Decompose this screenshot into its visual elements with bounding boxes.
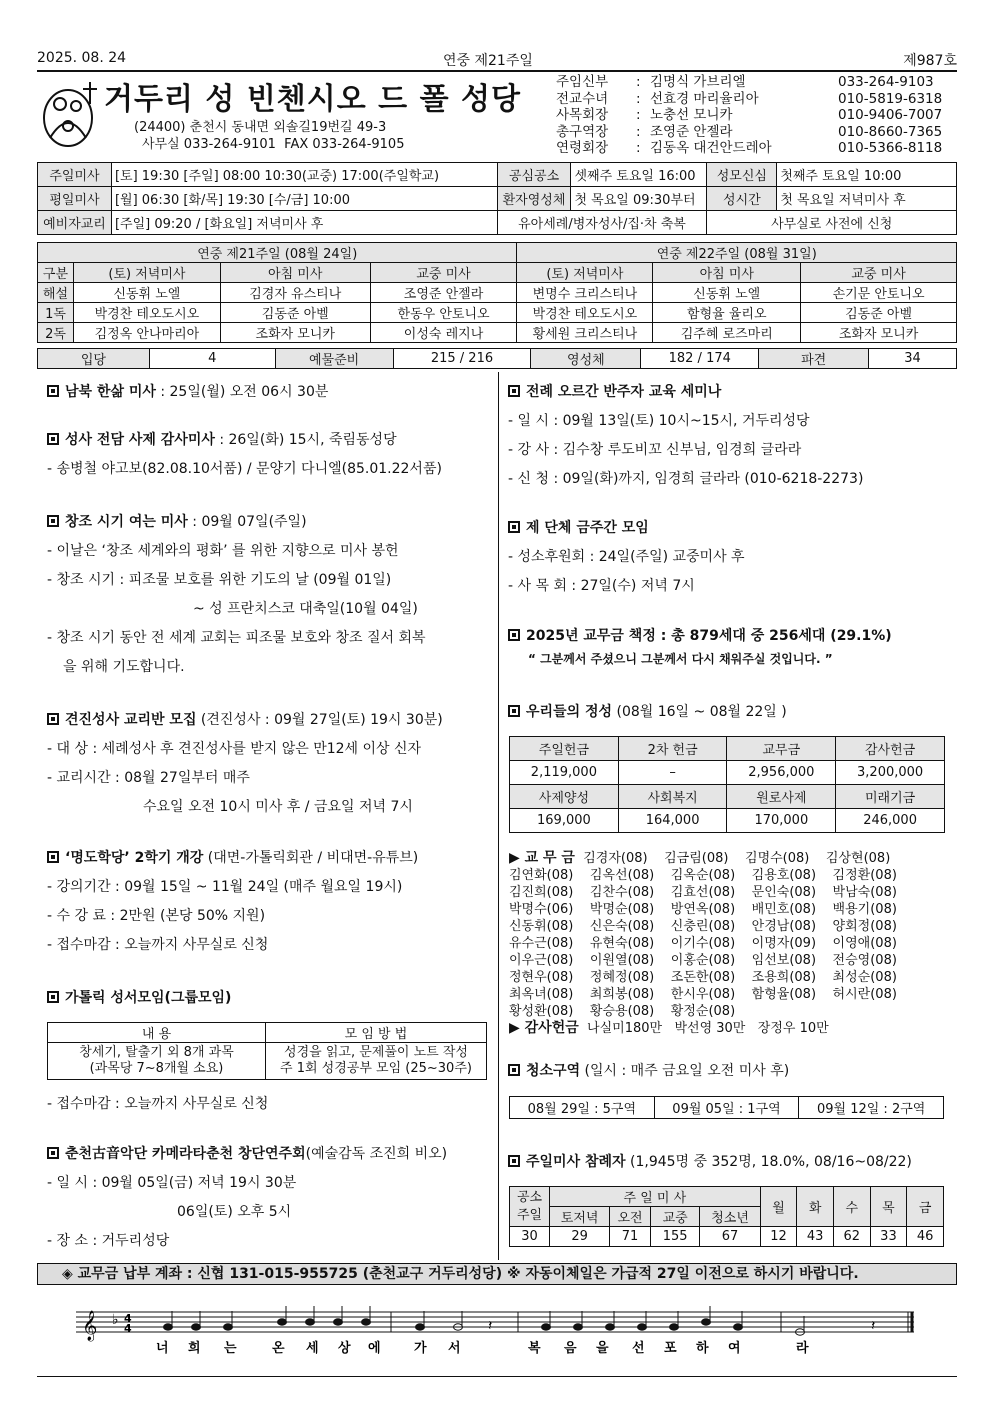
- attendance-value: 33: [870, 1227, 907, 1247]
- notice-cleaning-district: 청소구역 (일시 : 매주 금요일 오전 미사 후): [508, 1057, 789, 1086]
- lyric-syllable: 선: [632, 1341, 645, 1356]
- offerings-row: 사제양성 사회복지 원로사제 미래기금: [510, 785, 945, 809]
- readers-row: 2독 김정옥 안나마리아 조화자 모니카 이성숙 레지나 황세원 크리스티나 김주혜 로즈마리 조화자 모니카: [38, 323, 957, 343]
- notice-organist-seminar: 전례 오르간 반주자 교육 세미나 - 일 시 : 09월 13일(토) 10시~15시, 거두리성당 - 강 사 : 김수창 루도비꼬 신부님, 임경희 글라라 - 신 청 : 09일(화)까지, 임경희 글라라 (010-6218-2273): [508, 384, 864, 487]
- attendance-value: 12: [760, 1227, 797, 1247]
- flat-icon: ♭: [112, 1312, 119, 1328]
- music-note: [638, 1324, 647, 1330]
- notice-season-of-creation: 창조 시기 여는 미사 : 09월 07일(주일) - 이날은 ‘창조 세계와의 평화’ 를 위한 지향으로 미사 봉헌 - 창조 시기 : 피조물 보호를 위한 기도의 날 (09월 01일) ~ 성 프란치스코 대축일(10월 04일) - 창조 시기 동안 전 세계 교회는 피조물 보호와 창조 질서 회복 을 위해 기도합니다.: [47, 514, 426, 675]
- time-signature-bottom: 4: [124, 1322, 132, 1335]
- lyric-syllable: 너: [156, 1341, 169, 1356]
- attendance-value: 71: [610, 1227, 651, 1247]
- header-rule: [37, 70, 957, 72]
- notice-myeongdo-school: ‘명도학당’ 2학기 개강 (대면-가톨릭회관 / 비대면-유튜브) - 강의기간 : 09월 15일 ~ 11월 24일 (매주 월요일 19시) - 수 강 료 : 2만원 (본당 50% 지원) - 접수마감 : 오늘까지 사무실로 신청: [47, 850, 419, 953]
- lyric-syllable: 을: [596, 1341, 609, 1356]
- music-staff: [76, 1300, 918, 1370]
- parish-address: (24400) 춘천시 동내면 외솔길19번길 49-3 사무실 033-264-9101 FAX 033-264-9105: [134, 120, 405, 152]
- readers-row: 1독 박경찬 테오도시오 김동준 아벨 한동우 안토니오 박경찬 테오도시오 함형율 율리오 김동준 아벨: [38, 303, 957, 323]
- rest-icon: 𝄽: [488, 1318, 493, 1334]
- lyric-syllable: 세: [306, 1341, 319, 1356]
- lyric-syllable: 희: [188, 1341, 201, 1356]
- offerings-row: 169,000 164,000 170,000 246,000: [510, 809, 945, 833]
- attendance-value: 46: [907, 1227, 944, 1247]
- music-note: [278, 1319, 287, 1325]
- music-note: [416, 1324, 425, 1330]
- tithe-account-banner: ◈ 교무금 납부 계좌 : 신협 131-015-955725 (춘천교구 거두리성당) ※ 자동이체일은 가급적 27일 이전으로 하시기 바랍니다.: [37, 1263, 957, 1285]
- notice-tithe-pledge: 2025년 교무금 책정 : 총 879세대 중 256세대 (29.1%) “ 그분께서 주셨으니 그분께서 다시 채워주실 것입니다. ”: [508, 622, 892, 667]
- bulletin-date: 2025. 08. 24: [37, 50, 127, 66]
- rest-icon: 𝄽: [871, 1318, 876, 1334]
- offerings-table: [509, 736, 945, 833]
- attendance-value: 43: [797, 1227, 834, 1247]
- lyric-syllable: 서: [448, 1341, 461, 1356]
- offerings-row: 2,119,000 – 2,956,000 3,200,000: [510, 761, 945, 785]
- notice-bible-group: 가톨릭 성서모임(그룹모임): [47, 984, 231, 1013]
- notice-confirmation-class: 견진성사 교리반 모집 (견진성사 : 09월 27일(토) 19시 30분) - 대 상 : 세례성사 후 견진성사를 받지 않은 만12세 이상 신자 - 교리시간 : 08월 27일부터 매주 수요일 오전 10시 미사 후 / 금요일 저녁 7시: [47, 712, 443, 815]
- attendance-value: 30: [510, 1227, 550, 1247]
- attendance-value: 67: [700, 1227, 760, 1247]
- notice-offerings: 우리들의 정성 (08월 16일 ~ 08월 22일 ): [508, 698, 787, 727]
- notice-group-meetings: 제 단체 금주간 모임 - 성소후원회 : 24일(주일) 교중미사 후 - 사 목 회 : 27일(수) 저녁 7시: [508, 520, 745, 594]
- music-note: [334, 1319, 343, 1325]
- music-note: [606, 1324, 615, 1330]
- bible-group-table: 내 용 모 임 방 법 창세기, 탈출기 외 8개 과목 (과목당 7~8개월 소요) 성경을 읽고, 문제풀이 노트 작성 주 1회 성경공부 모임 (25~30주): [47, 1022, 487, 1080]
- music-note: [224, 1324, 233, 1330]
- lyric-syllable: 음: [564, 1341, 577, 1356]
- lyric-syllable: 온: [272, 1341, 285, 1356]
- music-note: [702, 1319, 711, 1325]
- bible-group-deadline: - 접수마감 : 오늘까지 사무실로 신청: [47, 1096, 269, 1112]
- staff-row: 전교수녀 : 선효경 마리율리아 010-5819-6318: [556, 90, 943, 107]
- cleaning-schedule-table: 08월 29일 : 5구역 09월 05일 : 1구역 09월 12일 : 2구역: [509, 1096, 944, 1119]
- lyric-syllable: 여: [728, 1341, 741, 1356]
- notice-attendance: 주일미사 참례자 (1,945명 중 352명, 18.0%, 08/16~08/22): [508, 1148, 912, 1177]
- staff-row: 사목회장 : 노충선 모니카 010-9406-7007: [556, 107, 943, 124]
- music-note: [542, 1324, 551, 1330]
- column-divider: [498, 372, 499, 1260]
- treble-clef-icon: 𝄞: [82, 1311, 98, 1341]
- lyric-syllable: 하: [696, 1341, 709, 1356]
- staff-row: 주임신부 : 김명식 가브리엘 033-264-9103: [556, 74, 934, 90]
- readers-row: 해설 신동휘 노엘 김경자 유스티나 조영준 안젤라 변명수 크리스티나 신동휘 노엘 손기문 안토니오: [38, 283, 957, 303]
- lyric-syllable: 에: [368, 1341, 381, 1356]
- lyric-syllable: 상: [338, 1341, 351, 1356]
- attendance-value: 155: [650, 1227, 700, 1247]
- notice-priest-thanksgiving: 성사 전담 사제 감사미사 : 26일(화) 15시, 죽림동성당 - 송병철 야고보(82.08.10서품) / 문양기 다니엘(85.01.22서품): [47, 432, 442, 477]
- lyric-syllable: 포: [664, 1341, 677, 1356]
- lyric-syllable: 복: [528, 1341, 541, 1356]
- readers-table: 연중 제21주일 (08월 24일) 연중 제22주일 (08월 31일) 구분 (토) 저녁미사 아침 미사 교중 미사 (토) 저녁미사 아침 미사 교중 미사 해설 신동휘 노엘 김경자 유스티나 조영준 안젤라 변명수 크리스티나 신동휘 노엘 손기문 안토니오 1독 박경찬 테오도시오 김동준 아벨 한동우 안토니오 박경찬 테오도시오 함형율 율리오 김동준 아벨 2독 김정옥 안나마리아 조화자 모니카 이성숙 레지나 황세원 크리스티나 김주혜 로즈마리 조화자 모니카: [37, 242, 957, 343]
- mass-schedule-table: 주일미사 [토] 19:30 [주일] 08:00 10:30(교중) 17:00(주일학교) 공심공소 셋째주 토요일 16:00 성모신심 첫째주 토요일 10:00 평일미사 [월] 06:30 [화/목] 19:30 [수/금] 10:00 환자영성체 첫 목요일 09:30부터 성시간 첫 목요일 저녁미사 후 예비자교리 [주일] 09:20 / [화요일] 저녁미사 후 유아세례/병자성사/집·차 축복 사무실로 사전에 신청: [37, 162, 957, 235]
- notice-camerata-concert: 춘천古音악단 카메라타춘천 창단연주회(예술감독 조진희 비오) - 일 시 : 09월 05일(금) 저녁 19시 30분 06일(토) 오후 5시 - 장 소 : 거두리성당: [47, 1146, 448, 1249]
- music-note: [362, 1319, 371, 1325]
- music-note: [734, 1324, 743, 1330]
- attendance-value: 29: [550, 1227, 610, 1247]
- music-note: [574, 1324, 583, 1330]
- issue-number: 제987호: [903, 53, 957, 69]
- music-note: [670, 1324, 679, 1330]
- holy-family-logo-icon: [40, 78, 100, 148]
- offerings-row: 주일헌금 2차 헌금 교무금 감사헌금: [510, 737, 945, 761]
- mass-stats-table: 입당 4 예물준비 215 / 216 영성체 182 / 174 파견 34: [37, 348, 957, 369]
- lyric-syllable: 라: [796, 1341, 809, 1356]
- music-note: [192, 1324, 201, 1330]
- liturgical-week: 연중 제21주일: [443, 53, 533, 69]
- lyric-syllable: 가: [414, 1341, 427, 1356]
- bottom-rule: [37, 1376, 957, 1377]
- staff-row: 총구역장 : 조영준 안젤라 010-8660-7365: [556, 123, 943, 140]
- time-signature-top: 4: [124, 1312, 132, 1325]
- readers-row: 구분 (토) 저녁미사 아침 미사 교중 미사 (토) 저녁미사 아침 미사 교중 미사: [38, 263, 957, 283]
- lyric-syllable: 는: [224, 1341, 237, 1356]
- attendance-table: 공소 주일 주 일 미 사 월 화 수 목 금 토저녁 오전 교중 청소년 30 29 71 155 67 12 43 62 33 46: [509, 1186, 944, 1247]
- top-bar: [37, 50, 957, 70]
- music-note: [306, 1319, 315, 1325]
- tithe-donor-list: ▶ 교 무 금 김경자(08) 김금림(08) 김명수(08) 김상현(08) 김연화(08) 김옥선(08) 김옥순(08) 김용호(08) 김정환(08) 김진희(08) 김찬수(08) 김효선(08) 문인숙(08) 박남숙(08) 박명수(06) 박명순(08) 방연옥(08) 배민호(08) 백용기(08) 신동휘(08) 신은숙(08) 신충린(08) 안경남(08) 양회정(08) 유수근(08) 유현숙(08) 이기수(08) 이명자(09) 이영애(08) 이우근(08) 이원열(08) 이홍순(08) 임선보(08) 전승영(08) 정현우(08) 정혜정(08) 조돈한(08) 조용희(08) 최성순(08) 최옥녀(08) 최희봉(08) 한시우(08) 함형율(08) 허시란(08) 황성환(08) 황승용(08) 황정순(08) ▶ 감사헌금 나실미180만 박선영 30만 장정우 10만: [509, 850, 897, 1036]
- staff-list: [556, 74, 942, 157]
- music-note: [164, 1324, 173, 1330]
- staff-row: 연령회장 : 김동옥 대건안드레아 010-5366-8118: [556, 140, 943, 157]
- parish-title: 거두리 성 빈첸시오 드 폴 성당: [104, 82, 521, 117]
- attendance-value: 62: [833, 1227, 870, 1247]
- notice-reunification-mass: 남북 한삶 미사 : 25일(월) 오전 06시 30분: [47, 378, 328, 407]
